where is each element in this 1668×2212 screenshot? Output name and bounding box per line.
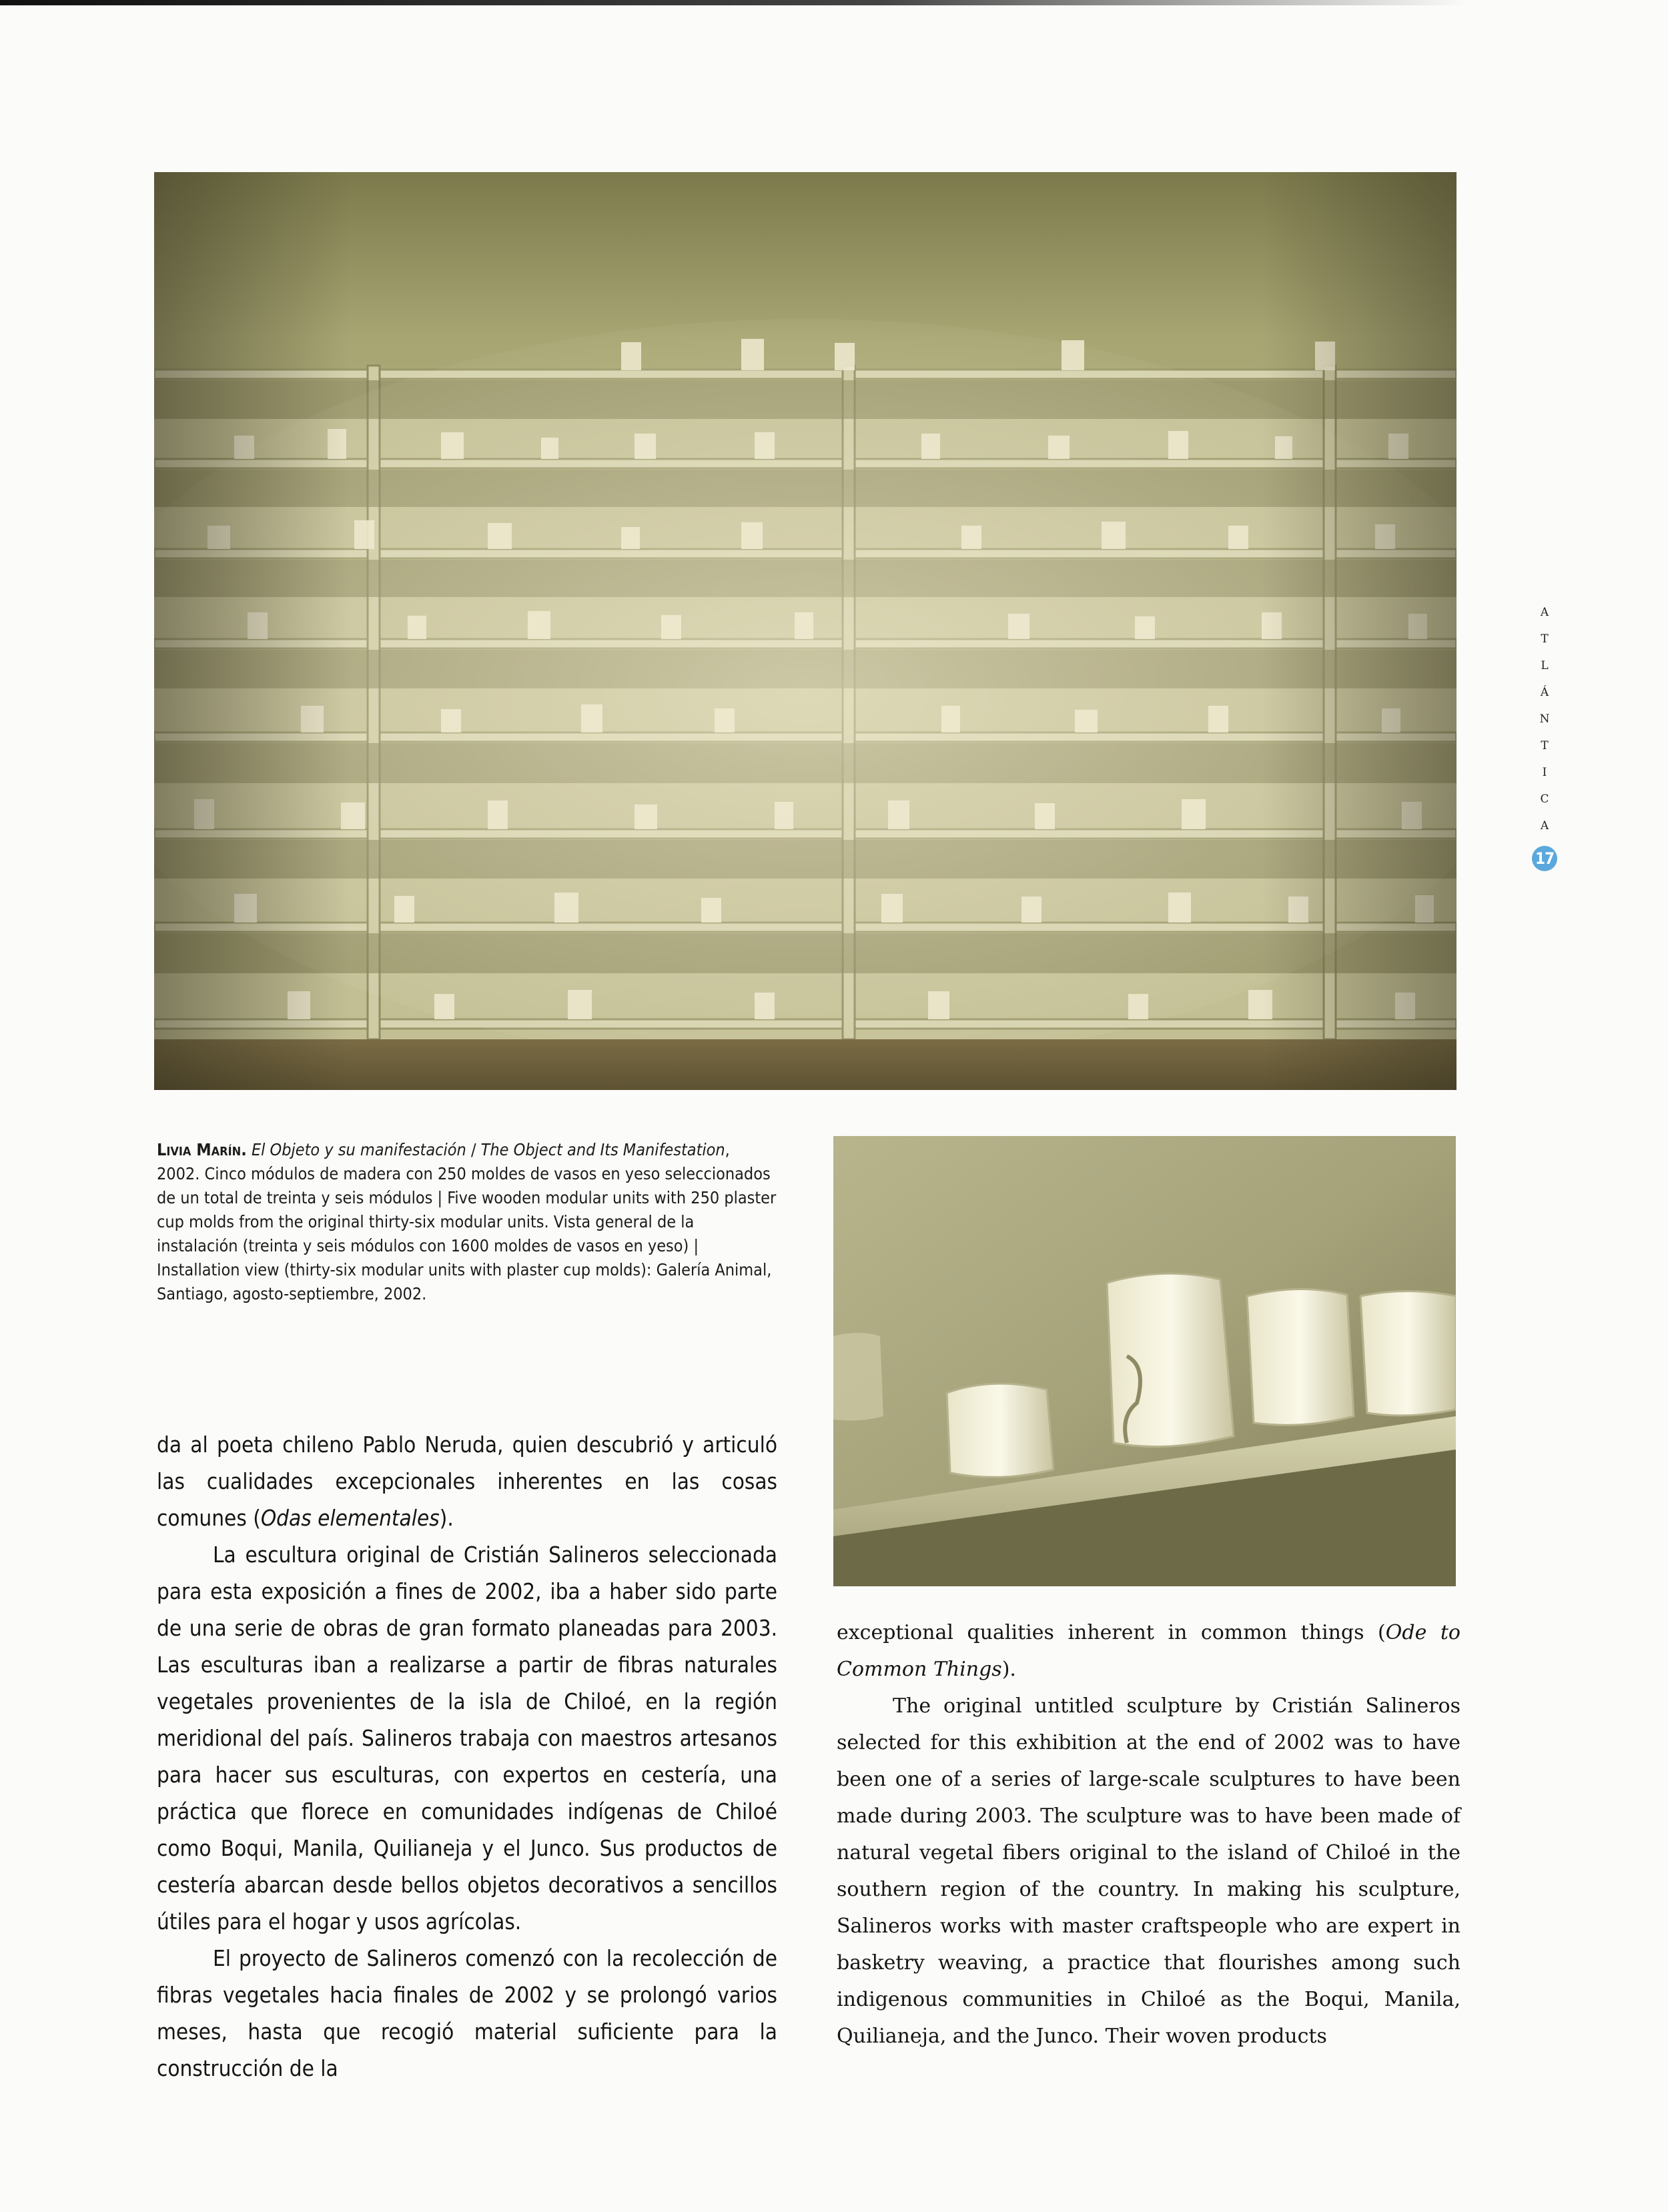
caption-details: , 2002. Cinco módulos de madera con 250 moldes de vasos en yeso seleccionados de un total de treinta y seis módulos | Five wooden modular units with 250 plaster cup molds from the original thirty-six modular units. Vista general de la instalación (treinta y seis módulos con 1600 moldes de vasos en yeso) | Installation view (thirty-six modular units with plaster cup molds): Galería Animal, Santiago, agosto-septiembre, 2002. <box>157 1140 777 1303</box>
title-letter: L <box>1541 659 1549 672</box>
vertical-journal-title <box>1531 599 1558 839</box>
title-letter: T <box>1541 632 1549 646</box>
title-letter: N <box>1539 712 1550 726</box>
english-p1-end: ). <box>1001 1658 1016 1681</box>
figure-caption <box>157 1138 777 1306</box>
caption-artist: Livia Marín. <box>157 1140 247 1159</box>
title-letter: Á <box>1540 686 1549 699</box>
title-letter: A <box>1540 606 1549 619</box>
spanish-text-column <box>157 1426 777 2087</box>
english-paragraph <box>837 1614 1461 1688</box>
title-letter: C <box>1540 792 1549 806</box>
title-letter: I <box>1542 766 1547 779</box>
title-letter: T <box>1541 739 1549 752</box>
spanish-paragraph: El proyecto de Salineros comenzó con la recolección de fibras vegetales hacia finales de 2002 y se prolongó varios meses, hasta que recogió material suficiente para la construcción de la <box>157 1945 777 2081</box>
caption-separator: / <box>466 1140 481 1159</box>
page-top-edge-shadow <box>0 0 1468 5</box>
installation-photo <box>154 172 1456 1090</box>
spanish-p1-end: ). <box>439 1505 454 1531</box>
caption-title-en: The Object and Its Manifestation <box>480 1140 725 1159</box>
spanish-paragraph <box>157 1426 777 1536</box>
detail-photo <box>833 1136 1456 1586</box>
page-number-badge: 17 <box>1532 846 1557 871</box>
caption-title-es: El Objeto y su manifestación <box>251 1140 466 1159</box>
spanish-paragraph: La escultura original de Cristián Salineros seleccionada para esta exposición a fines de 2002, iba a haber sido parte de una serie de obras de gran formato planeadas para 2003. Las esculturas iban a realizarse a partir de fibras naturales vegetales provenientes de la isla de Chiloé, en la región meridional del país. Salineros trabaja con maestros artesanos para hacer sus esculturas, con expertos en cestería, una práctica que florece en comunidades indígenas de Chiloé como Boqui, Manila, Quilianeja y el Junco. Sus productos de cestería abarcan desde bellos objetos decorativos a sencillos útiles para el hogar y usos agrícolas. <box>157 1542 777 1934</box>
english-paragraph: The original untitled sculpture by Cristián Salineros selected for this exhibition at the end of 2002 was to have been one of a series of large-scale sculptures to have been made during 2003. The sculpture was to have been made of natural vegetal fibers original to the island of Chiloé in the southern region of the country. In making his sculpture, Salineros works with master craftspeople who are expert in basketry weaving, a practice that flourishes among such indigenous communities in Chiloé as the Boqui, Manila, Quilianeja, and the Junco. Their woven products <box>837 1694 1461 2048</box>
spanish-p1-text: da al poeta chileno Pablo Neruda, quien descubrió y articuló las cualidades excepcionales inherentes en las cosas comunes ( <box>157 1432 777 1531</box>
spanish-p1-italic: Odas elementales <box>260 1505 440 1531</box>
english-text-column <box>837 1614 1461 2055</box>
title-letter: A <box>1540 819 1549 833</box>
english-p1-text: exceptional qualities inherent in common things ( <box>837 1621 1386 1644</box>
english-p1-italic: Ode to Common Things <box>837 1621 1461 1681</box>
